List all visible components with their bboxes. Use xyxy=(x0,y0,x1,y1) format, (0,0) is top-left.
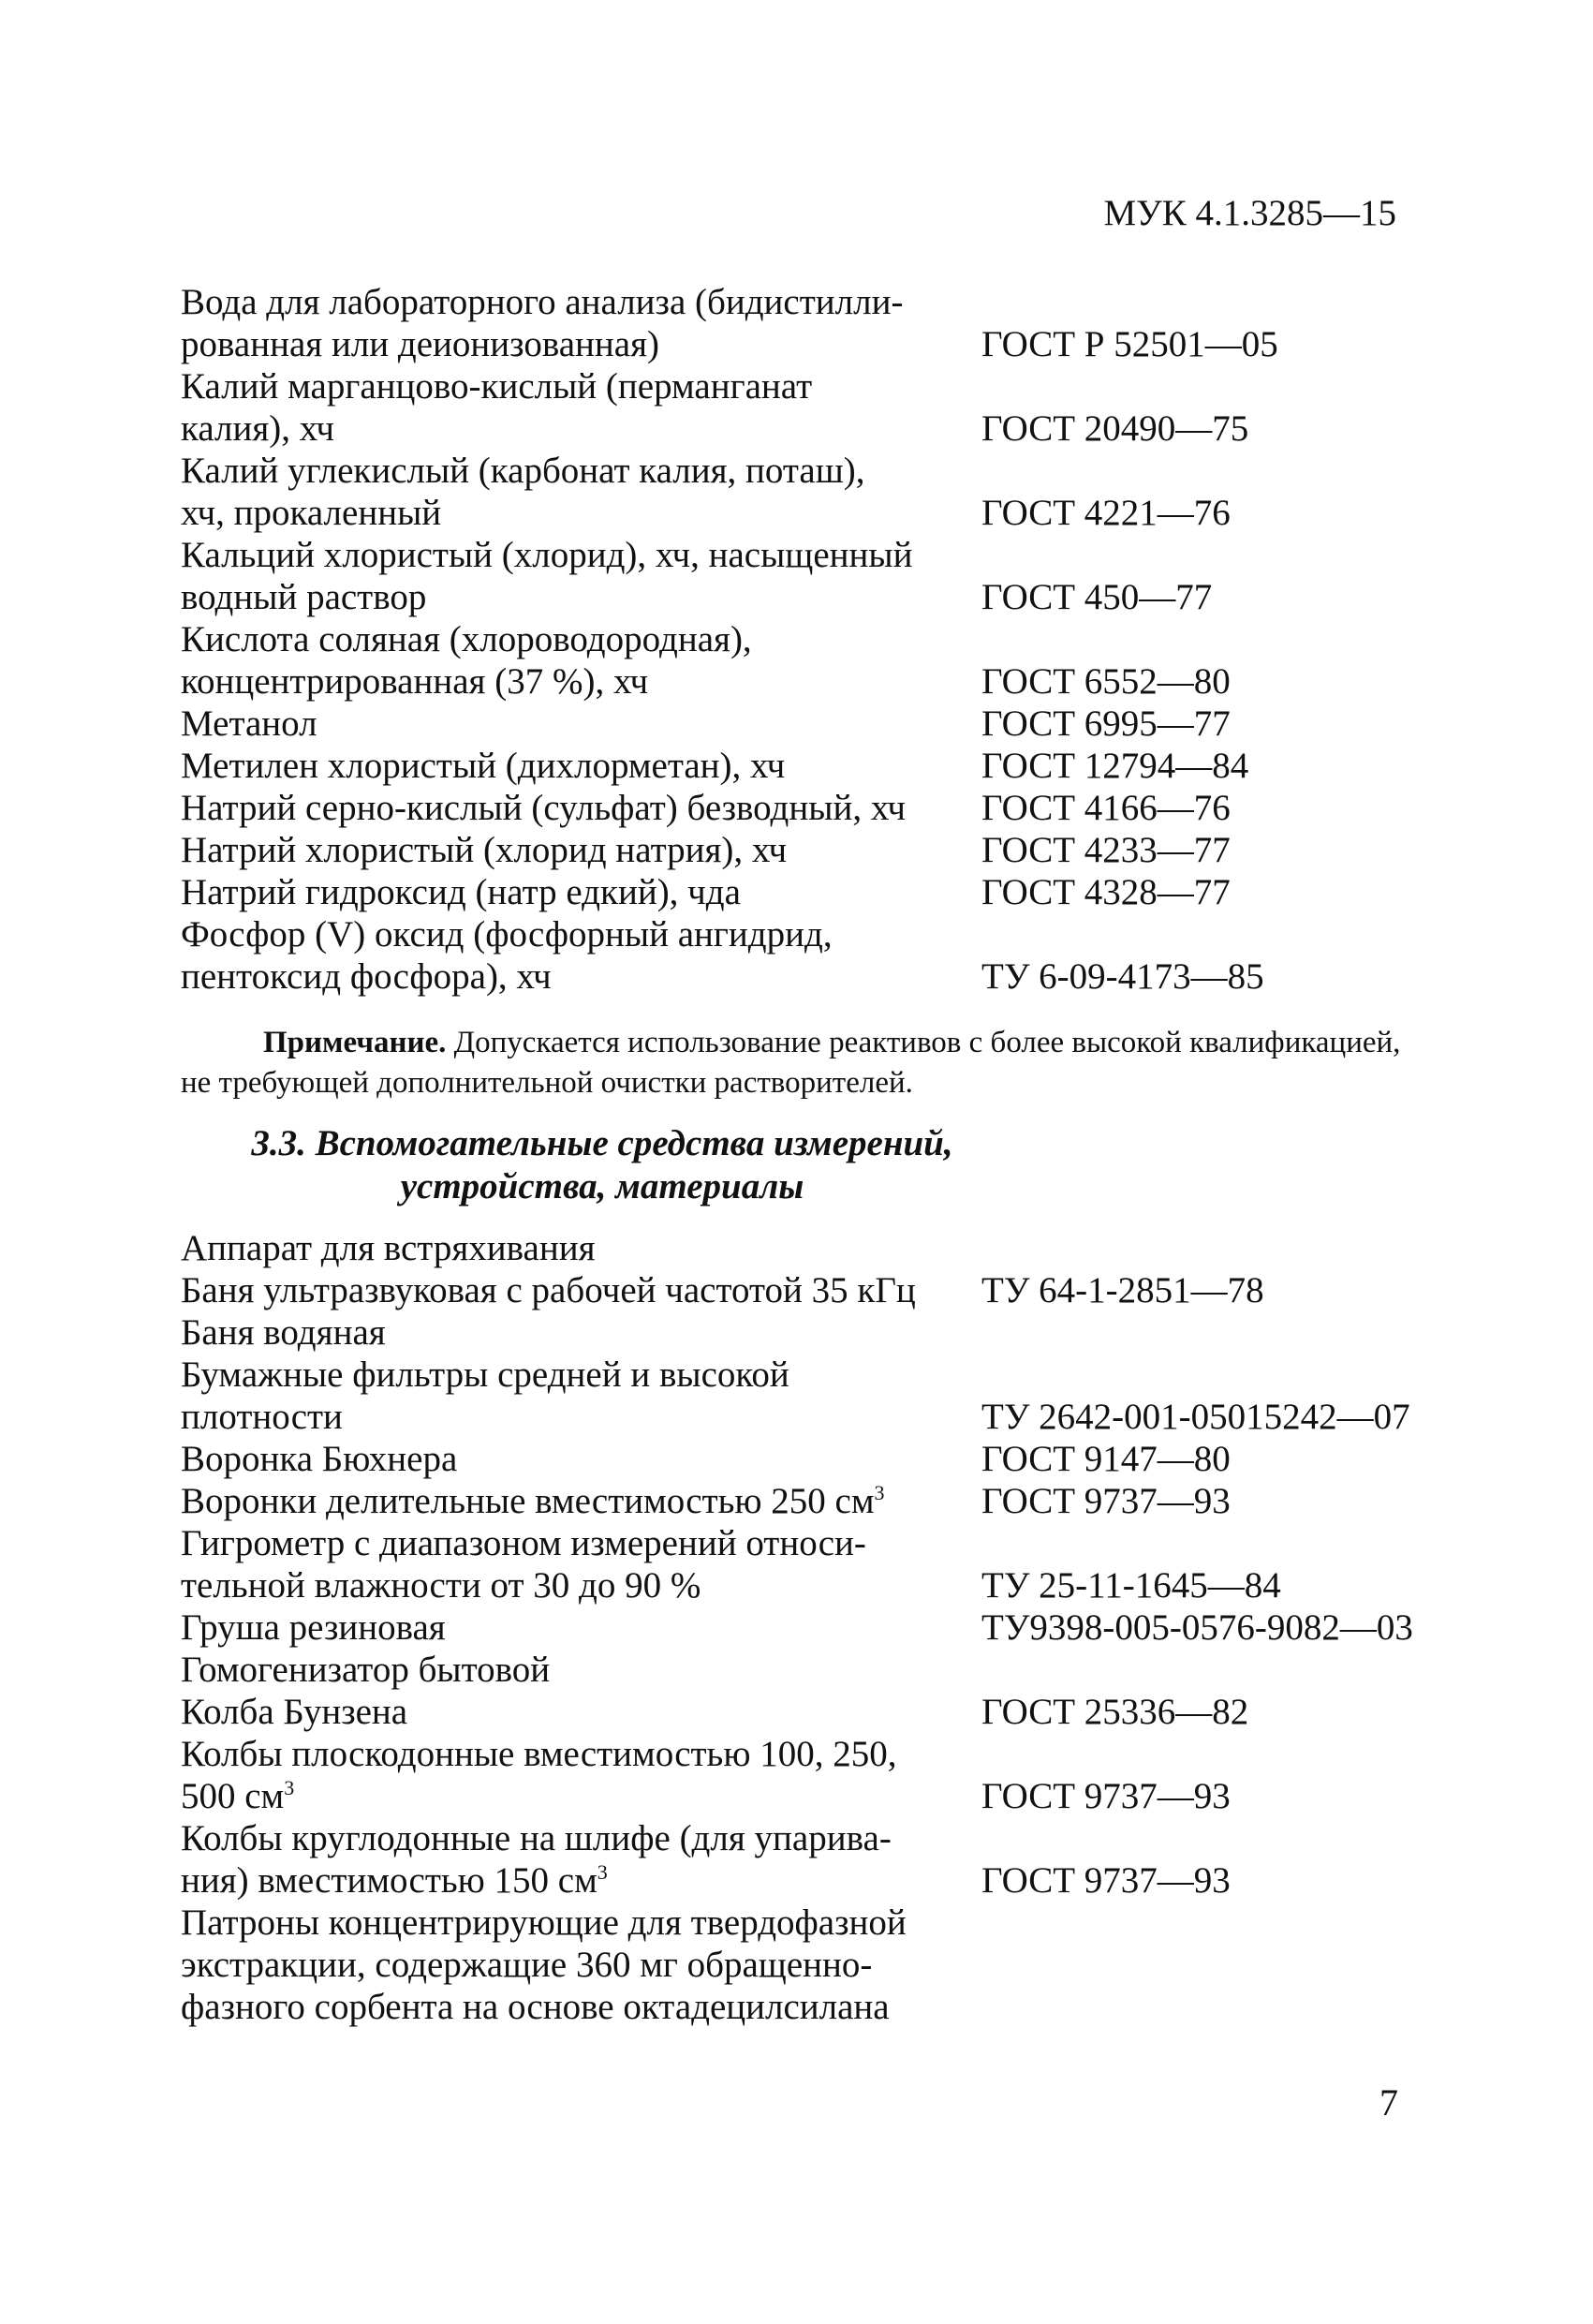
equipment-standard: ГОСТ 9737—93 xyxy=(981,1860,1231,1901)
reagent-name-line: Фосфор (V) оксид (фосфорный ангидрид, xyxy=(181,914,833,955)
reagent-name-line: хч, прокаленный xyxy=(181,493,442,533)
equipment-name xyxy=(181,1311,981,1354)
equipment-name xyxy=(181,1480,981,1522)
equipment-standard: ТУ 2642-001-05015242—07 xyxy=(981,1397,1410,1437)
reagent-standard: ТУ 6-09-4173—85 xyxy=(981,956,1264,997)
reagent-standard: ГОСТ Р 52501—05 xyxy=(981,324,1278,364)
reagent-name-line: Натрий серно-кислый (сульфат) безводный, хч xyxy=(181,788,907,828)
reagent-name xyxy=(181,618,981,703)
equipment-grid xyxy=(181,1227,1436,2028)
reagent-standard: ГОСТ 4166—76 xyxy=(981,788,1231,828)
equipment-name xyxy=(181,1438,981,1480)
reagent-name-line: Калий углекислый (карбонат калия, поташ), xyxy=(181,451,865,491)
reagent-name xyxy=(181,871,981,913)
reagent-name-line: Кальций хлористый (хлорид), хч, насыщенный xyxy=(181,535,913,575)
equipment-name-line: Аппарат для встряхивания xyxy=(181,1228,596,1268)
equipment-name xyxy=(181,1733,981,1817)
reagent-name-line: Метанол xyxy=(181,703,317,744)
reagent-standard: ГОСТ 4221—76 xyxy=(981,493,1231,533)
note-text: Допускается использование реактивов с более высокой квалификацией, не требующей дополнительной очистки растворителей. xyxy=(181,1026,1409,1100)
equipment-name-line: Груша резиновая xyxy=(181,1607,446,1648)
equipment-name xyxy=(181,1227,981,1269)
equipment-name-line: Колбы плоскодонные вместимостью 100, 250, xyxy=(181,1734,897,1774)
equipment-name-line: Гигрометр с диапазоном измерений относи- xyxy=(181,1523,866,1563)
section-title-line-1: 3.3. Вспомогательные средства измерений, xyxy=(251,1123,953,1163)
reagent-name-line: Калий марганцово-кислый (перманганат xyxy=(181,366,813,407)
equipment-name xyxy=(181,1269,981,1311)
reagent-name-line: рованная или деионизованная) xyxy=(181,324,660,364)
superscript-unit: 3 xyxy=(874,1481,885,1504)
equipment-name xyxy=(181,1817,981,1902)
reagent-name xyxy=(181,281,981,365)
reagent-standard: ГОСТ 450—77 xyxy=(981,577,1213,617)
reagent-standard: ГОСТ 20490—75 xyxy=(981,408,1249,449)
reagent-name xyxy=(181,450,981,534)
note-paragraph xyxy=(181,1023,1408,1103)
equipment-standard: ТУ 64-1-2851—78 xyxy=(981,1270,1264,1310)
equipment-name-line: тельной влажности от 30 до 90 % xyxy=(181,1565,701,1606)
reagent-name xyxy=(181,703,981,745)
reagent-name xyxy=(181,365,981,450)
reagent-standard: ГОСТ 4233—77 xyxy=(981,830,1231,870)
equipment-name-line: фазного сорбента на основе октадецилсилана xyxy=(181,1987,890,2027)
equipment-name-line: 500 $см^3$ xyxy=(181,1776,295,1816)
equipment-name xyxy=(181,1606,981,1649)
equipment-name xyxy=(181,1522,981,1606)
reagent-name-line: Метилен хлористый (дихлорметан), хч xyxy=(181,746,786,786)
reagent-name-line: концентрированная (37 %), хч xyxy=(181,661,649,702)
reagent-name-line: водный раствор xyxy=(181,577,427,617)
equipment-name-line: плотности xyxy=(181,1397,343,1437)
section-title-line-2: устройства, материалы xyxy=(400,1166,804,1206)
equipment-name-line: Патроны концентрирующие для твердофазной xyxy=(181,1902,907,1943)
reagents-grid xyxy=(181,281,1436,998)
reagent-name-line: Кислота соляная (хлороводородная), xyxy=(181,619,752,659)
equipment-name xyxy=(181,1649,981,1691)
equipment-standard: ТУ 25-11-1645—84 xyxy=(981,1565,1281,1606)
equipment-standard: ГОСТ 9737—93 xyxy=(981,1776,1231,1816)
equipment-name-line: Колба Бунзена xyxy=(181,1692,408,1732)
equipment-name xyxy=(181,1354,981,1438)
reagent-standard: ГОСТ 6995—77 xyxy=(981,703,1231,744)
equipment-list xyxy=(181,1227,1436,2028)
page-number: 7 xyxy=(1379,2081,1398,2124)
section-title xyxy=(181,1122,1024,1208)
reagent-name xyxy=(181,829,981,871)
reagents-list xyxy=(181,281,1436,998)
equipment-name-line: экстракции, содержащие 360 мг обращенно- xyxy=(181,1945,873,1985)
reagent-name-line: пентоксид фосфора), хч xyxy=(181,956,552,997)
reagent-name xyxy=(181,913,981,998)
reagent-name xyxy=(181,745,981,787)
superscript-unit: 3 xyxy=(597,1860,608,1884)
reagent-name-line: Натрий хлористый (хлорид натрия), хч xyxy=(181,830,788,870)
equipment-name-line: Воронки делительные вместимостью 250 $см^3$ xyxy=(181,1481,885,1521)
reagent-name-line: Вода для лабораторного анализа (бидистилли- xyxy=(181,282,904,322)
equipment-name xyxy=(181,1902,981,2028)
reagent-name xyxy=(181,534,981,618)
equipment-name-line: Гомогенизатор бытовой xyxy=(181,1650,551,1690)
equipment-name-line: Воронка Бюхнера xyxy=(181,1439,458,1479)
equipment-standard: ГОСТ 9737—93 xyxy=(981,1481,1231,1521)
note-label: Примечание. xyxy=(263,1026,447,1059)
reagent-name-line: Натрий гидроксид (натр едкий), чда xyxy=(181,872,741,912)
equipment-standard: ГОСТ 9147—80 xyxy=(981,1439,1231,1479)
equipment-name-line: Баня ультразвуковая с рабочей частотой 35 кГц xyxy=(181,1270,916,1310)
equipment-name-line: Бумажные фильтры средней и высокой xyxy=(181,1354,789,1395)
equipment-name xyxy=(181,1691,981,1733)
reagent-name xyxy=(181,787,981,829)
reagent-standard: ГОСТ 6552—80 xyxy=(981,661,1231,702)
reagent-name-line: калия), хч xyxy=(181,408,334,449)
equipment-standard: ГОСТ 25336—82 xyxy=(981,1692,1249,1732)
reagent-standard: ГОСТ 4328—77 xyxy=(981,872,1231,912)
equipment-name-line: ния) вместимостью 150 $см^3$ xyxy=(181,1860,608,1901)
equipment-name-line: Колбы круглодонные на шлифе (для упарива- xyxy=(181,1818,892,1858)
reagent-standard: ГОСТ 12794—84 xyxy=(981,746,1249,786)
equipment-name-line: Баня водяная xyxy=(181,1312,386,1353)
document-code: МУК 4.1.3285—15 xyxy=(1103,193,1396,233)
superscript-unit: 3 xyxy=(284,1776,295,1799)
equipment-standard: ТУ9398-005-0576-9082—03 xyxy=(981,1607,1413,1648)
